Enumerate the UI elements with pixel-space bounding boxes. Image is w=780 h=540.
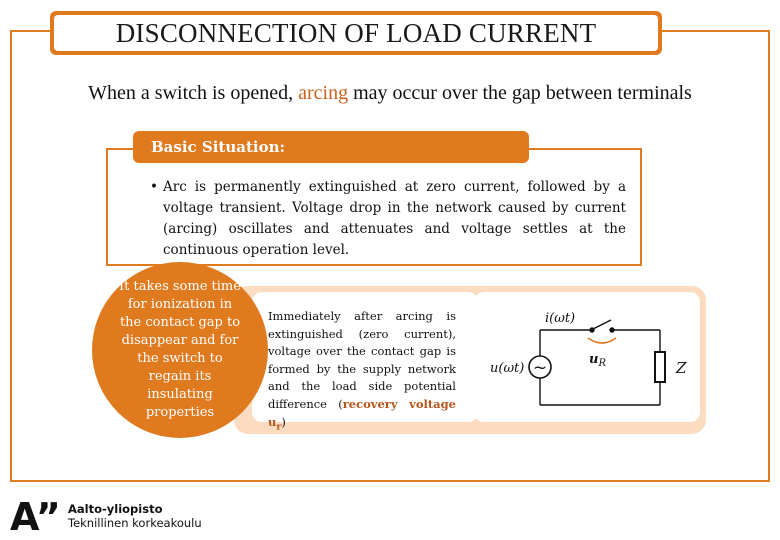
intro-text-after: may occur over the gap between terminals [348,82,692,104]
title-inner [54,15,658,51]
current-label: i(ωt) [545,311,576,326]
load-label: Z [676,359,687,377]
intro-highlight: arcing [298,82,349,104]
switch-blade [593,320,611,329]
recovery-voltage-label: recovery voltage u [268,396,456,429]
aalto-logo-mark: A” [10,497,61,533]
recovery-text-after: ) [281,414,286,429]
page-title: DISCONNECTION OF LOAD CURRENT [115,17,597,48]
ionization-note-circle [92,262,268,438]
source-label: u(ωt) [490,361,525,376]
ionization-note-text: It takes some time for ionization in the contact gap to disappear and for the switch to regain its insulating properties [119,279,241,420]
recovery-text-before: Immediately after arcing is extinguished (zero current), voltage over the contact gap is formed by the supply network and the load side potential difference ( [268,309,456,411]
recovery-voltage-subscript: R [598,358,606,369]
basic-situation-header: Basic Situation: [133,131,529,163]
title-banner [50,11,662,55]
recovery-voltage-letter: u [589,352,599,367]
circuit-diagram [474,292,700,422]
basic-situation-text: Arc is permanently extinguished at zero current, followed by a voltage transient. Voltage drop in the network caused by current (arcing) oscillates and attenuates and voltage settles at the continuous operation level. [163,179,626,258]
source-symbol: ~ [532,358,548,378]
logo-subtitle: Teknillinen korkeakoulu [68,516,202,530]
recovery-text [268,308,456,435]
logo-name: Aalto-yliopisto [68,502,163,516]
bullet-dot: • [150,179,158,195]
aalto-logo-icon [8,497,66,533]
intro-text-before: When a switch is opened, [88,82,299,104]
recovery-voltage-sub: r [276,420,282,432]
intro-line [0,82,780,105]
recovery-voltage-circuit-label [589,352,606,369]
recovery-voltage-arc [588,338,616,343]
load-impedance [655,352,665,382]
basic-situation-bullet [152,177,626,261]
